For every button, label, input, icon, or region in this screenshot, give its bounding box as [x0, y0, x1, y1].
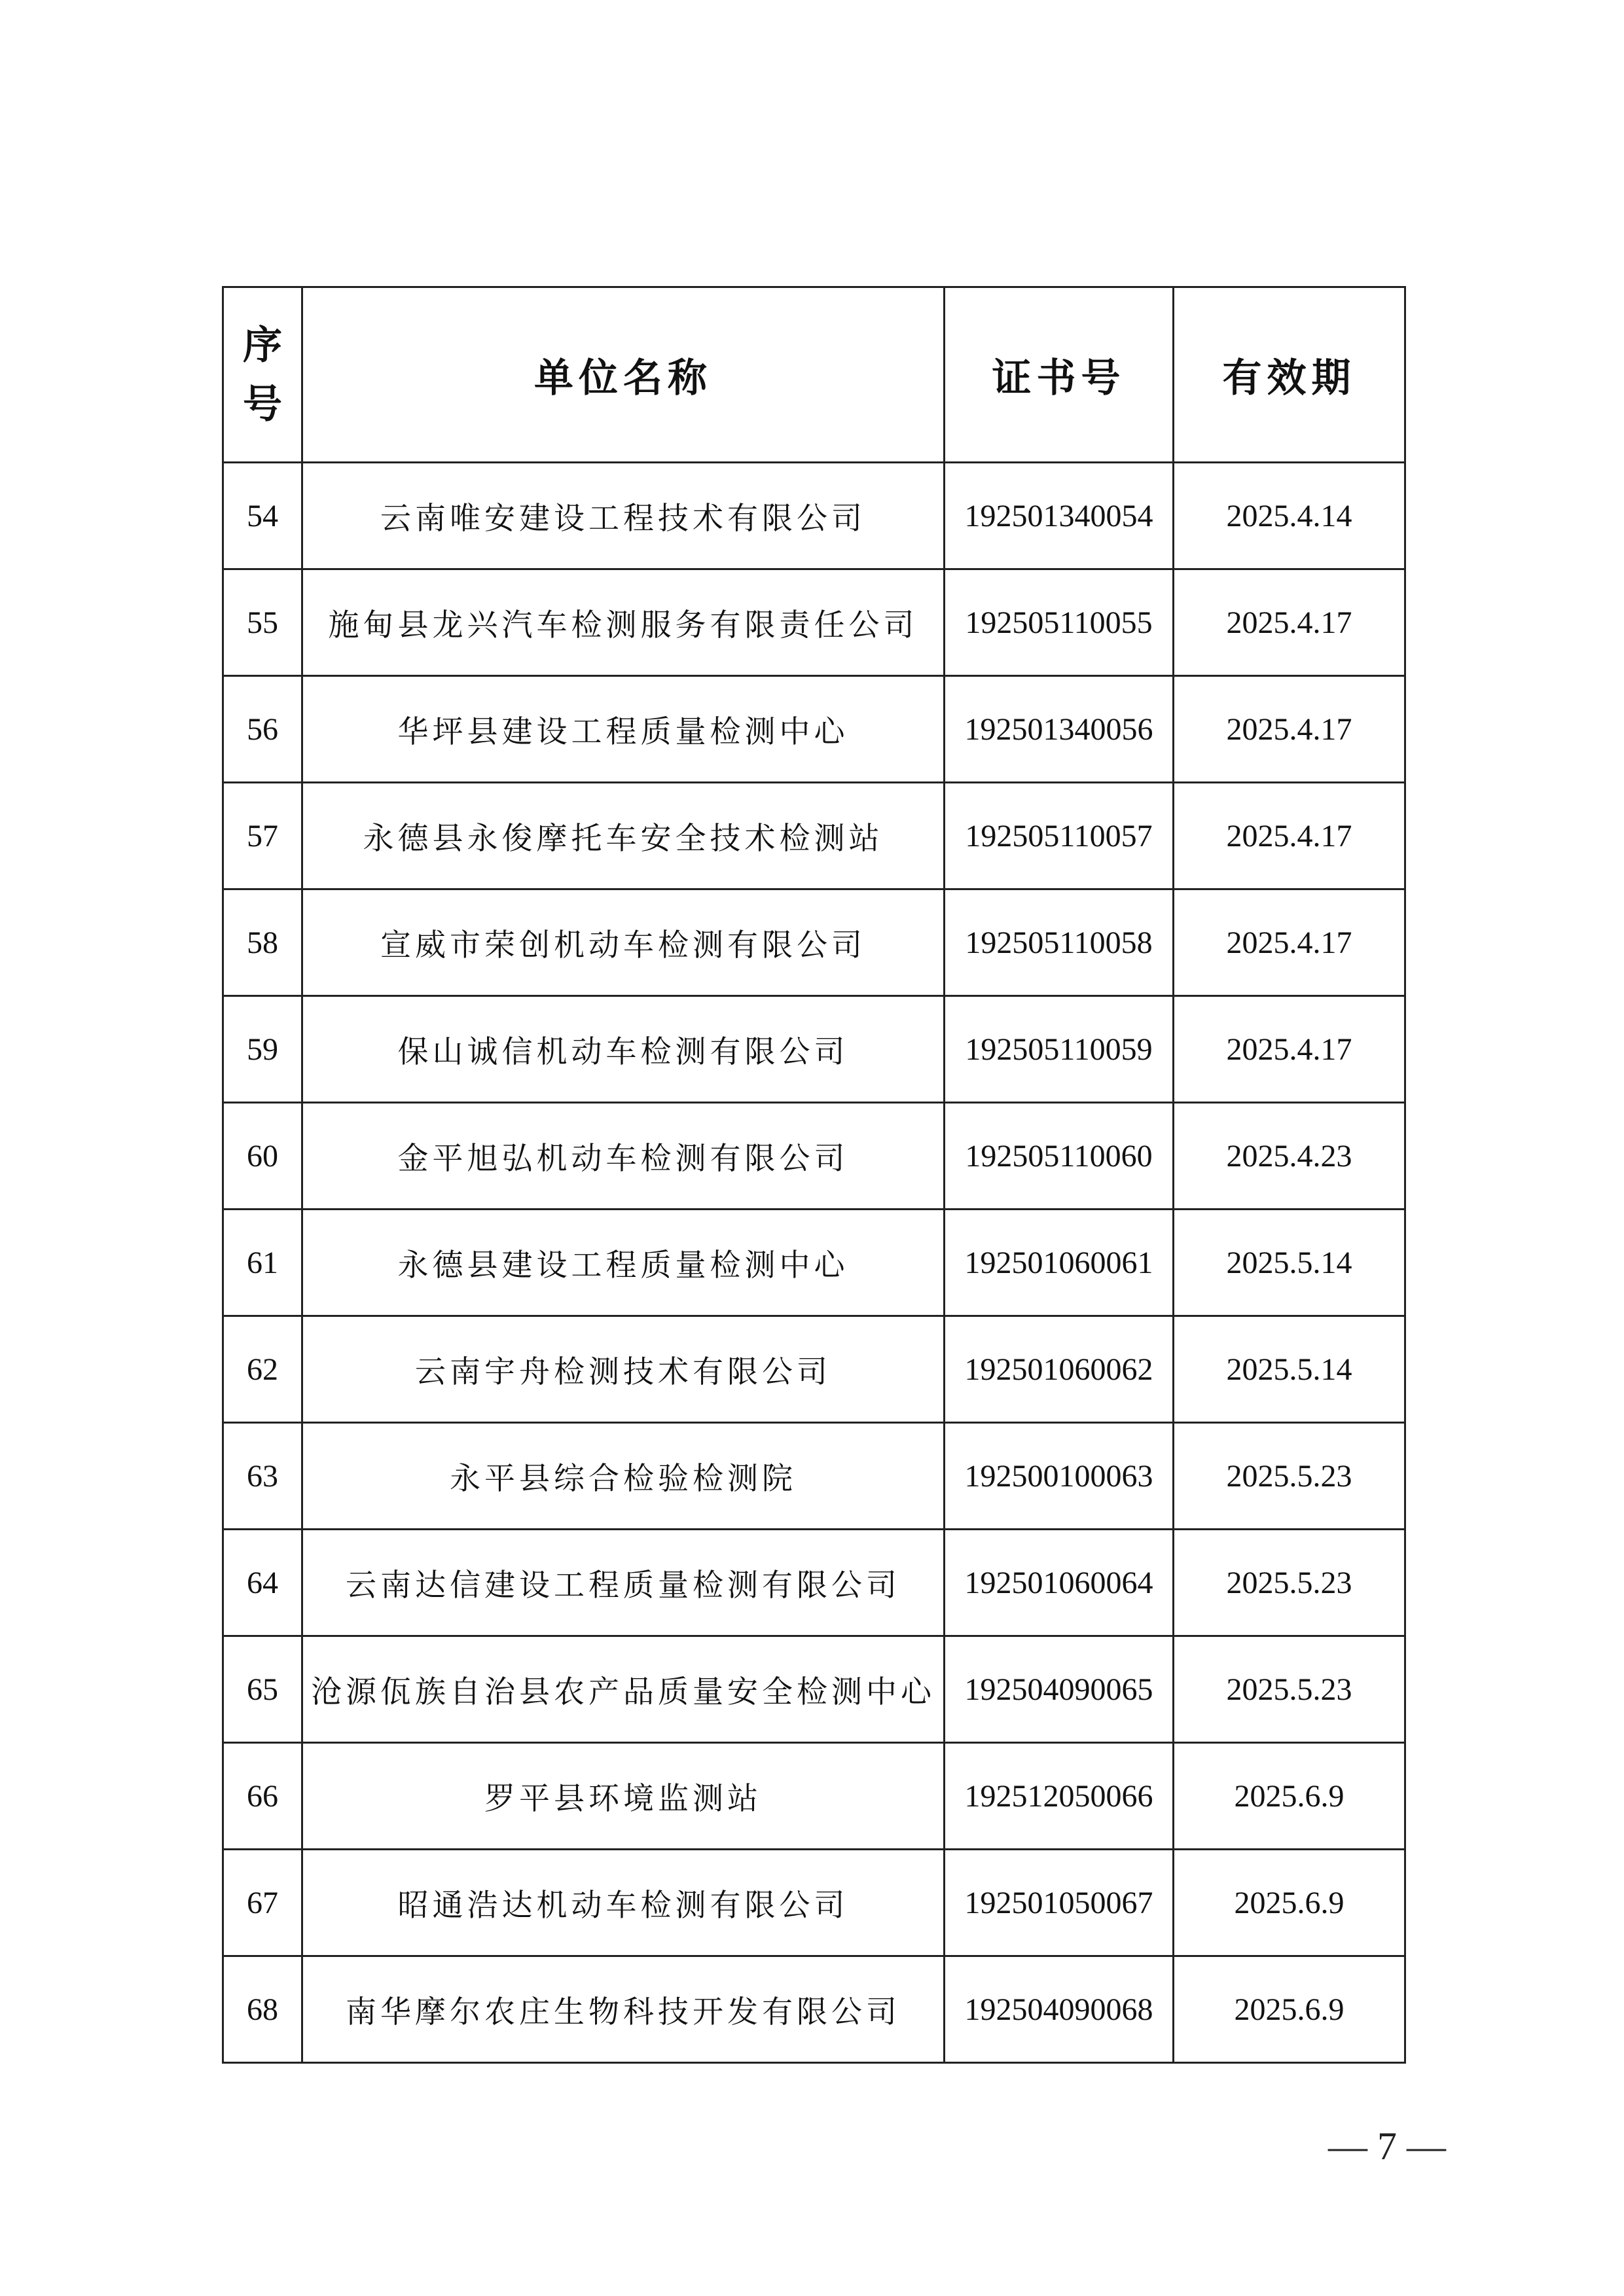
row-valid-date: 2025.4.14: [1174, 463, 1405, 569]
row-index: 63: [223, 1423, 302, 1530]
row-cert-number: 192500100063: [945, 1423, 1174, 1530]
header-index-char-2: 号: [243, 381, 282, 427]
row-index: 66: [223, 1743, 302, 1850]
row-valid-date: 2025.4.17: [1174, 676, 1405, 783]
row-index: 62: [223, 1316, 302, 1423]
table-row: [223, 1636, 1405, 1743]
table-row: [223, 996, 1405, 1103]
header-index: [223, 287, 302, 463]
table-row: [223, 783, 1405, 889]
header-unit-name: 单位名称: [302, 287, 945, 463]
row-valid-date: 2025.5.23: [1174, 1530, 1405, 1636]
row-unit-name: 施甸县龙兴汽车检测服务有限责任公司: [302, 569, 945, 676]
row-cert-number: 192501060064: [945, 1530, 1174, 1636]
header-valid-date: 有效期: [1174, 287, 1405, 463]
row-unit-name: 云南唯安建设工程技术有限公司: [302, 463, 945, 569]
row-index: 64: [223, 1530, 302, 1636]
table-row: [223, 463, 1405, 569]
certificate-table: [222, 286, 1406, 2064]
row-unit-name: 永平县综合检验检测院: [302, 1423, 945, 1530]
row-valid-date: 2025.4.23: [1174, 1103, 1405, 1210]
table-row: [223, 1743, 1405, 1850]
row-cert-number: 192505110059: [945, 996, 1174, 1103]
row-valid-date: 2025.4.17: [1174, 569, 1405, 676]
row-unit-name: 保山诚信机动车检测有限公司: [302, 996, 945, 1103]
row-valid-date: 2025.5.14: [1174, 1210, 1405, 1316]
row-index: 68: [223, 1956, 302, 2063]
row-cert-number: 192505110058: [945, 889, 1174, 996]
row-cert-number: 192505110055: [945, 569, 1174, 676]
row-valid-date: 2025.4.17: [1174, 783, 1405, 889]
header-index-char-1: 序: [243, 322, 282, 368]
row-index: 55: [223, 569, 302, 676]
row-index: 60: [223, 1103, 302, 1210]
row-index: 57: [223, 783, 302, 889]
row-unit-name: 宣威市荣创机动车检测有限公司: [302, 889, 945, 996]
row-unit-name: 云南宇舟检测技术有限公司: [302, 1316, 945, 1423]
row-unit-name: 罗平县环境监测站: [302, 1743, 945, 1850]
row-valid-date: 2025.6.9: [1174, 1743, 1405, 1850]
row-unit-name: 永德县建设工程质量检测中心: [302, 1210, 945, 1316]
row-valid-date: 2025.4.17: [1174, 889, 1405, 996]
row-index: 58: [223, 889, 302, 996]
row-cert-number: 192504090068: [945, 1956, 1174, 2063]
row-cert-number: 192501050067: [945, 1850, 1174, 1956]
row-valid-date: 2025.4.17: [1174, 996, 1405, 1103]
row-unit-name: 沧源佤族自治县农产品质量安全检测中心: [302, 1636, 945, 1743]
row-index: 67: [223, 1850, 302, 1956]
table-row: [223, 676, 1405, 783]
row-cert-number: 192505110057: [945, 783, 1174, 889]
table-row: [223, 1423, 1405, 1530]
row-index: 65: [223, 1636, 302, 1743]
row-cert-number: 192505110060: [945, 1103, 1174, 1210]
row-cert-number: 192504090065: [945, 1636, 1174, 1743]
row-unit-name: 昭通浩达机动车检测有限公司: [302, 1850, 945, 1956]
table-row: [223, 889, 1405, 996]
row-valid-date: 2025.5.14: [1174, 1316, 1405, 1423]
row-unit-name: 华坪县建设工程质量检测中心: [302, 676, 945, 783]
row-valid-date: 2025.5.23: [1174, 1423, 1405, 1530]
row-cert-number: 192501340056: [945, 676, 1174, 783]
row-index: 61: [223, 1210, 302, 1316]
row-cert-number: 192512050066: [945, 1743, 1174, 1850]
table-row: [223, 1103, 1405, 1210]
row-cert-number: 192501060061: [945, 1210, 1174, 1316]
row-unit-name: 永德县永俊摩托车安全技术检测站: [302, 783, 945, 889]
row-unit-name: 南华摩尔农庄生物科技开发有限公司: [302, 1956, 945, 2063]
row-cert-number: 192501340054: [945, 463, 1174, 569]
row-unit-name: 金平旭弘机动车检测有限公司: [302, 1103, 945, 1210]
page-number: — 7 —: [1328, 2125, 1446, 2168]
table-row: [223, 1530, 1405, 1636]
row-index: 54: [223, 463, 302, 569]
header-cert-number: 证书号: [945, 287, 1174, 463]
row-unit-name: 云南达信建设工程质量检测有限公司: [302, 1530, 945, 1636]
row-valid-date: 2025.6.9: [1174, 1850, 1405, 1956]
row-valid-date: 2025.5.23: [1174, 1636, 1405, 1743]
table-row: [223, 569, 1405, 676]
row-cert-number: 192501060062: [945, 1316, 1174, 1423]
row-index: 56: [223, 676, 302, 783]
table-row: [223, 1210, 1405, 1316]
row-valid-date: 2025.6.9: [1174, 1956, 1405, 2063]
table-row: [223, 1316, 1405, 1423]
table-header-row: [223, 287, 1405, 463]
row-index: 59: [223, 996, 302, 1103]
table-row: [223, 1956, 1405, 2063]
table-row: [223, 1850, 1405, 1956]
